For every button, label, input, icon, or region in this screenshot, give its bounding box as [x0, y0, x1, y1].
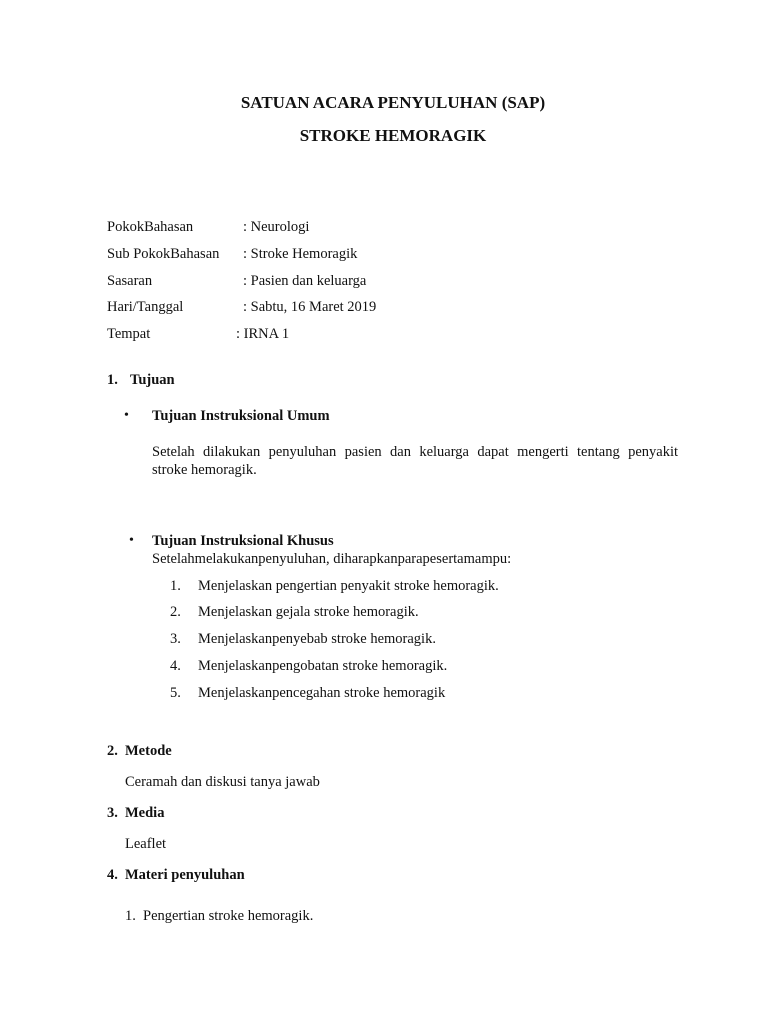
tik-heading: Tujuan Instruksional Khusus: [152, 533, 334, 549]
list-item: Menjelaskanpencegahan stroke hemoragik: [198, 685, 446, 701]
list-item-number: 1.: [125, 908, 136, 924]
info-value-pokok-bahasan: : Neurologi: [243, 219, 310, 235]
list-item: Menjelaskanpengobatan stroke hemoragik.: [198, 658, 448, 674]
list-item: Menjelaskan gejala stroke hemoragik.: [198, 604, 419, 620]
list-item: Pengertian stroke hemoragik.: [143, 908, 314, 924]
section-2-text: Ceramah dan diskusi tanya jawab: [125, 774, 320, 790]
list-item-number: 5.: [170, 685, 181, 701]
info-label-tempat: Tempat: [107, 326, 151, 342]
section-1-heading: Tujuan: [130, 372, 175, 388]
tik-intro: Setelahmelakukanpenyuluhan, diharapkanparapesertamampu:: [152, 551, 512, 567]
bullet-icon: •: [124, 408, 129, 423]
section-3-number: 3.: [107, 805, 118, 821]
list-item: Menjelaskan pengertian penyakit stroke hemoragik.: [198, 578, 499, 594]
section-4-number: 4.: [107, 867, 118, 883]
tiu-text-line-2: stroke hemoragik.: [152, 462, 257, 478]
tiu-heading: Tujuan Instruksional Umum: [152, 408, 330, 424]
document-title: SATUAN ACARA PENYULUHAN (SAP): [240, 93, 546, 112]
section-3-text: Leaflet: [125, 836, 167, 852]
info-value-sub-pokok-bahasan: : Stroke Hemoragik: [243, 246, 358, 262]
section-2-number: 2.: [107, 743, 118, 759]
list-item-number: 4.: [170, 658, 181, 674]
section-4-heading: Materi penyuluhan: [125, 867, 245, 883]
list-item: Menjelaskanpenyebab stroke hemoragik.: [198, 631, 436, 647]
info-value-tempat: : IRNA 1: [236, 326, 290, 342]
document-subtitle: STROKE HEMORAGIK: [299, 126, 487, 145]
info-value-hari-tanggal: : Sabtu, 16 Maret 2019: [243, 299, 377, 315]
info-label-hari-tanggal: Hari/Tanggal: [107, 299, 184, 315]
info-label-sub-pokok-bahasan: Sub PokokBahasan: [107, 246, 220, 262]
list-item-number: 3.: [170, 631, 181, 647]
section-2-heading: Metode: [125, 743, 172, 759]
list-item-number: 1.: [170, 578, 181, 594]
section-3-heading: Media: [125, 805, 165, 821]
info-label-pokok-bahasan: PokokBahasan: [107, 219, 194, 235]
tiu-text-line-1: Setelah dilakukan penyuluhan pasien dan keluarga dapat mengerti tentang penyakit: [152, 444, 678, 460]
section-1-number: 1.: [107, 372, 118, 388]
list-item-number: 2.: [170, 604, 181, 620]
bullet-icon: •: [129, 533, 134, 548]
info-label-sasaran: Sasaran: [107, 273, 153, 289]
info-value-sasaran: : Pasien dan keluarga: [243, 273, 367, 289]
